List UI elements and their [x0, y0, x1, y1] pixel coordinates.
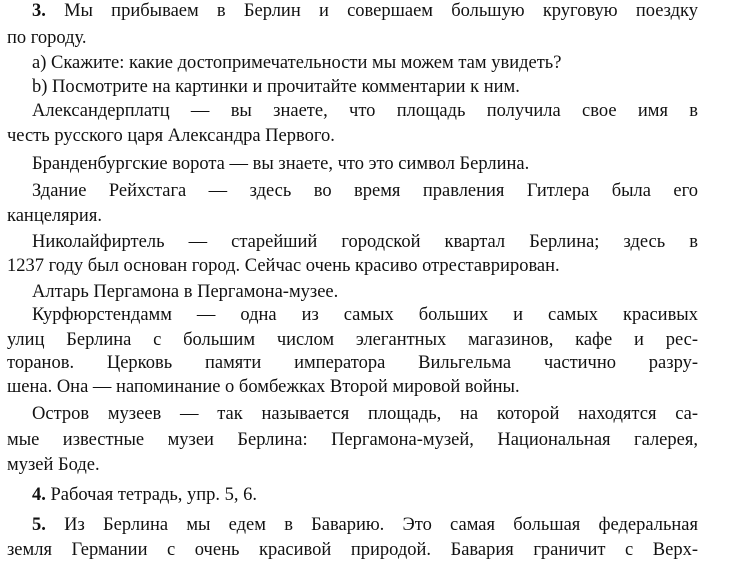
section5-line2: земля Германии с очень красивой природой. Бавария граничит с Верх- [7, 540, 698, 560]
pergamon-paragraph: Алтарь Пергамона в Пергамона-музее. [32, 282, 339, 302]
task-b: b) Посмотрите на картинки и прочитайте комментарии к ним. [32, 77, 520, 97]
section4-number: 4. [32, 485, 46, 505]
section5-number: 5. [32, 515, 46, 535]
reichstag-line1: Здание Рейхстага — здесь во время правления Гитлера была его [32, 181, 698, 201]
section3-intro-line2: по городу. [7, 28, 87, 48]
kudamm-line4: шена. Она — напоминание о бомбежках Второй мировой войны. [7, 377, 520, 397]
kudamm-line2: улиц Берлина с большим числом элегантных магазинов, кафе и рес- [7, 330, 698, 350]
section4-text: Рабочая тетрадь, упр. 5, 6. [50, 485, 258, 505]
museum-island-line3: музей Боде. [7, 455, 100, 475]
section3-intro-line1: 3. Мы прибываем в Берлин и совершаем большую круговую поездку [32, 1, 699, 21]
section3-number: 3. [32, 1, 46, 21]
kudamm-line3: торанов. Церковь памяти императора Вильгельма частично разру- [7, 353, 698, 373]
kudamm-line1: Курфюрстендамм — одна из самых больших и самых красивых [32, 305, 698, 325]
museum-island-line1: Остров музеев — так называется площадь, на которой находятся са- [32, 404, 698, 424]
section4-line [32, 486, 257, 505]
alexanderplatz-line1: Александерплатц — вы знаете, что площадь получила свое имя в [32, 101, 698, 121]
museum-island-line2: мые известные музеи Берлина: Пергамона-музей, Национальная галерея, [7, 430, 698, 450]
alexanderplatz-line2: честь русского царя Александра Первого. [7, 126, 335, 146]
brandenburg-paragraph: Бранденбургские ворота — вы знаете, что это символ Берлина. [32, 154, 530, 174]
section5-line1: 5. Из Берлина мы едем в Баварию. Это самая большая федеральная [32, 515, 699, 535]
task-a: а) Скажите: какие достопримечательности мы можем там увидеть? [32, 53, 562, 73]
nikolai-line2: 1237 году был основан город. Сейчас очень красиво отреставрирован. [7, 256, 560, 276]
nikolai-line1: Николайфиртель — старейший городской квартал Берлина; здесь в [32, 232, 698, 252]
reichstag-line2: канцелярия. [7, 206, 102, 226]
